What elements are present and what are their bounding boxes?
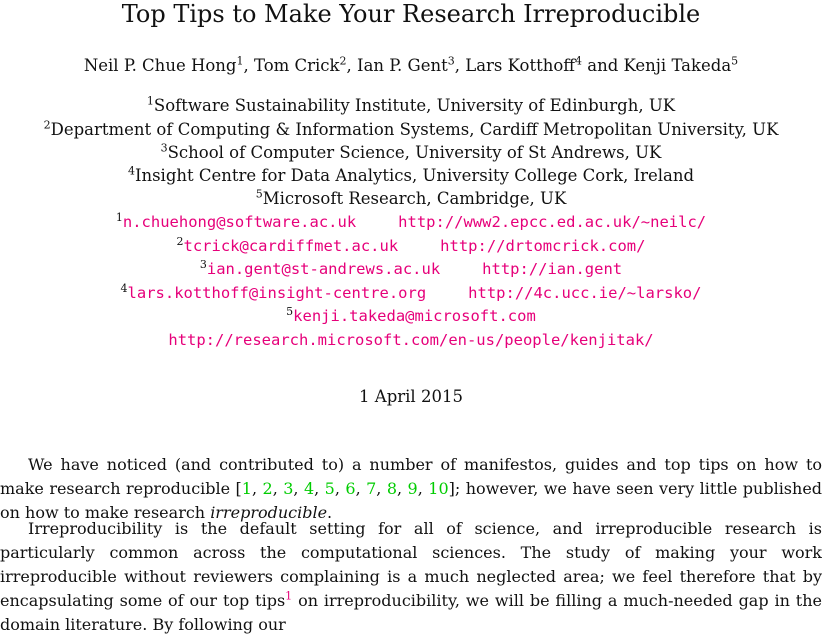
contact-line [0, 329, 822, 352]
contact-line [0, 235, 822, 258]
paragraph-text: . [327, 503, 333, 522]
affiliation-mark: 5 [255, 187, 263, 201]
citation-link[interactable]: 6 [345, 479, 356, 498]
author: Ian P. Gent [357, 56, 448, 75]
affiliation [0, 94, 822, 117]
author: Lars Kotthoff [465, 56, 575, 75]
affiliation-mark: 1 [146, 94, 154, 108]
citation-link[interactable]: 4 [303, 479, 315, 498]
paragraph-text: on irreproducibility, we will be filling a much-needed gap in the domain literature. By following our [0, 591, 822, 634]
contact-mark: 4 [120, 281, 128, 295]
author-separator: , [454, 56, 466, 75]
citation-link[interactable]: 9 [407, 479, 418, 498]
contact-mark: 3 [199, 257, 207, 271]
contact-mark: 2 [176, 234, 184, 248]
homepage-link[interactable]: http://4c.ucc.ie/~larsko/ [468, 284, 702, 302]
affiliation-mark: 3 [160, 141, 168, 155]
author-mark: 5 [731, 54, 739, 68]
citation-link[interactable]: 10 [428, 479, 449, 498]
contact-line [0, 305, 822, 328]
author-mark: 4 [575, 54, 582, 68]
affiliation [0, 187, 822, 210]
homepage-link[interactable]: http://www2.epcc.ed.ac.uk/~neilc/ [398, 213, 707, 231]
paragraph-text: Irreproducibility is the default setting for all of science, and irreproducible research is particularly common across the computational sciences. The study of making your work irreproducible without reviewers complaining is a much neglected area; we feel therefore that by encapsulating some of our top tips [0, 519, 822, 610]
affiliation [0, 164, 822, 187]
email-link[interactable]: n.chuehong@software.ac.uk [122, 213, 357, 231]
contact-line [0, 211, 822, 234]
email-link[interactable]: lars.kotthoff@insight-centre.org [127, 284, 427, 302]
author-mark: 1 [236, 54, 244, 68]
affiliation-text: Department of Computing & Information Systems, Cardiff Metropolitan University, UK [50, 120, 779, 139]
email-link[interactable]: ian.gent@st-andrews.ac.uk [206, 260, 441, 278]
affiliation [0, 118, 822, 141]
author-separator: , [243, 56, 254, 75]
author: Neil P. Chue Hong [83, 56, 237, 75]
affiliation-text: School of Computer Science, University of St Andrews, UK [167, 143, 662, 162]
emphasis-text: irreproducible [210, 503, 328, 522]
contact-line [0, 258, 822, 281]
contact-mark: 1 [115, 210, 123, 224]
affiliation-text: Software Sustainability Institute, University of Edinburgh, UK [153, 96, 676, 115]
author-separator: , [346, 56, 358, 75]
citation-link[interactable]: 5 [324, 479, 335, 498]
paragraph-text: ]; however, we have seen very little published on how to make research [0, 479, 822, 522]
homepage-link[interactable]: http://ian.gent [482, 260, 623, 278]
paragraph-text: We have noticed (and contributed to) a number of manifestos, guides and top tips on how to make research reproducible [ [0, 455, 822, 498]
author: Kenji Takeda [623, 56, 732, 75]
author-mark: 3 [447, 54, 455, 68]
body-paragraph: We have noticed (and contributed to) a number of manifestos, guides and top tips on how to make research reproducible [1, 2, 3, 4, 5, 6, 7, 8, 9, 10]; however, we have seen very little published on how to make research irreproducible. [0, 455, 822, 522]
publication-date: 1 April 2015 [359, 387, 463, 406]
affiliation [0, 141, 822, 164]
affiliation-text: Insight Centre for Data Analytics, University College Cork, Ireland [134, 166, 695, 185]
email-link[interactable]: tcrick@cardiffmet.ac.uk [183, 237, 399, 255]
author: Tom Crick [253, 56, 340, 75]
contact-line [0, 282, 822, 305]
author-conjunction: and [582, 56, 624, 75]
affiliation-mark: 2 [43, 118, 51, 132]
author-mark: 2 [339, 54, 347, 68]
citation-link[interactable]: 2 [262, 479, 273, 498]
citation-link[interactable]: 8 [386, 479, 398, 498]
citation-link[interactable]: 7 [366, 479, 377, 498]
body-paragraph [0, 517, 822, 637]
email-link[interactable]: kenji.takeda@microsoft.com [293, 307, 536, 325]
homepage-link[interactable]: http://research.microsoft.com/en-us/people/kenjitak/ [168, 331, 654, 349]
homepage-link[interactable]: http://drtomcrick.com/ [440, 237, 646, 255]
affiliation-text: Microsoft Research, Cambridge, UK [262, 189, 567, 208]
footnote-link[interactable]: 1 [285, 589, 293, 603]
affiliation-mark: 4 [127, 164, 135, 178]
citation-link[interactable]: 3 [283, 479, 294, 498]
contact-mark: 5 [286, 304, 294, 318]
citation-link[interactable]: 1 [241, 479, 252, 498]
author-list [0, 56, 822, 76]
paper-title: Top Tips to Make Your Research Irreproducible [121, 0, 701, 28]
